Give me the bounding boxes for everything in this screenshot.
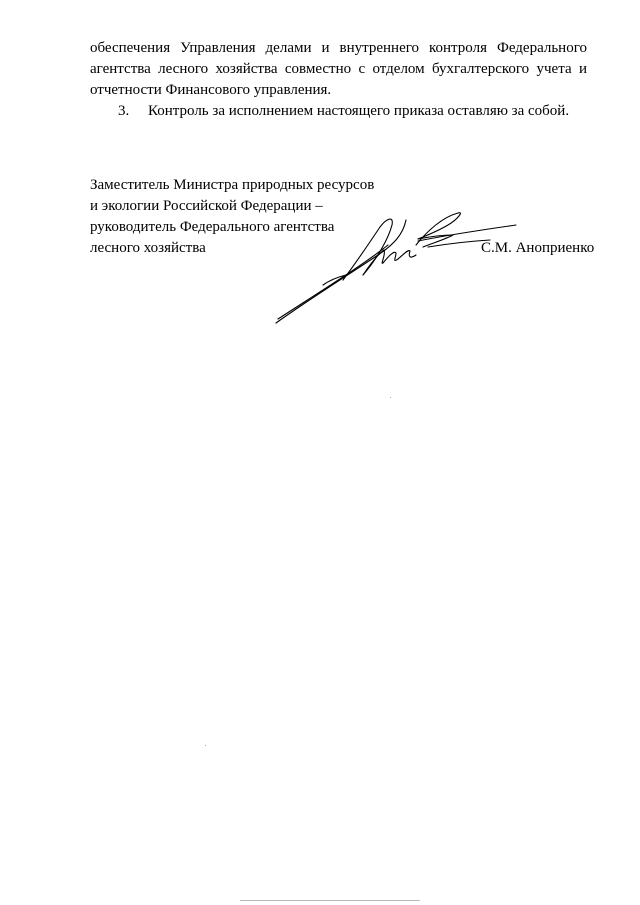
paragraph-continuation (90, 38, 587, 101)
list-item-number: 3. (118, 103, 130, 119)
position-line: руководитель Федерального агентства (90, 219, 335, 235)
scan-edge-line (240, 900, 420, 901)
handwritten-signature (268, 205, 538, 330)
signer-name: С.М. Аноприенко (481, 240, 595, 256)
scan-speck (390, 397, 391, 398)
list-item-text: Контроль за исполнением настоящего приказа оставляю за собой. (148, 103, 570, 119)
position-line: лесного хозяйства (90, 240, 206, 256)
position-line: Заместитель Министра природных ресурсов (90, 177, 375, 193)
paragraph-line: отчетности Финансового управления. (90, 82, 332, 98)
list-item-3 (118, 101, 569, 122)
paragraph-line: обеспечения Управления делами и внутреннего контроля Федерального (90, 40, 587, 56)
paragraph-line: агентства лесного хозяйства совместно с отделом бухгалтерского учета и (90, 61, 587, 77)
position-line: и экологии Российской Федерации – (90, 198, 323, 214)
scan-speck (205, 745, 206, 746)
